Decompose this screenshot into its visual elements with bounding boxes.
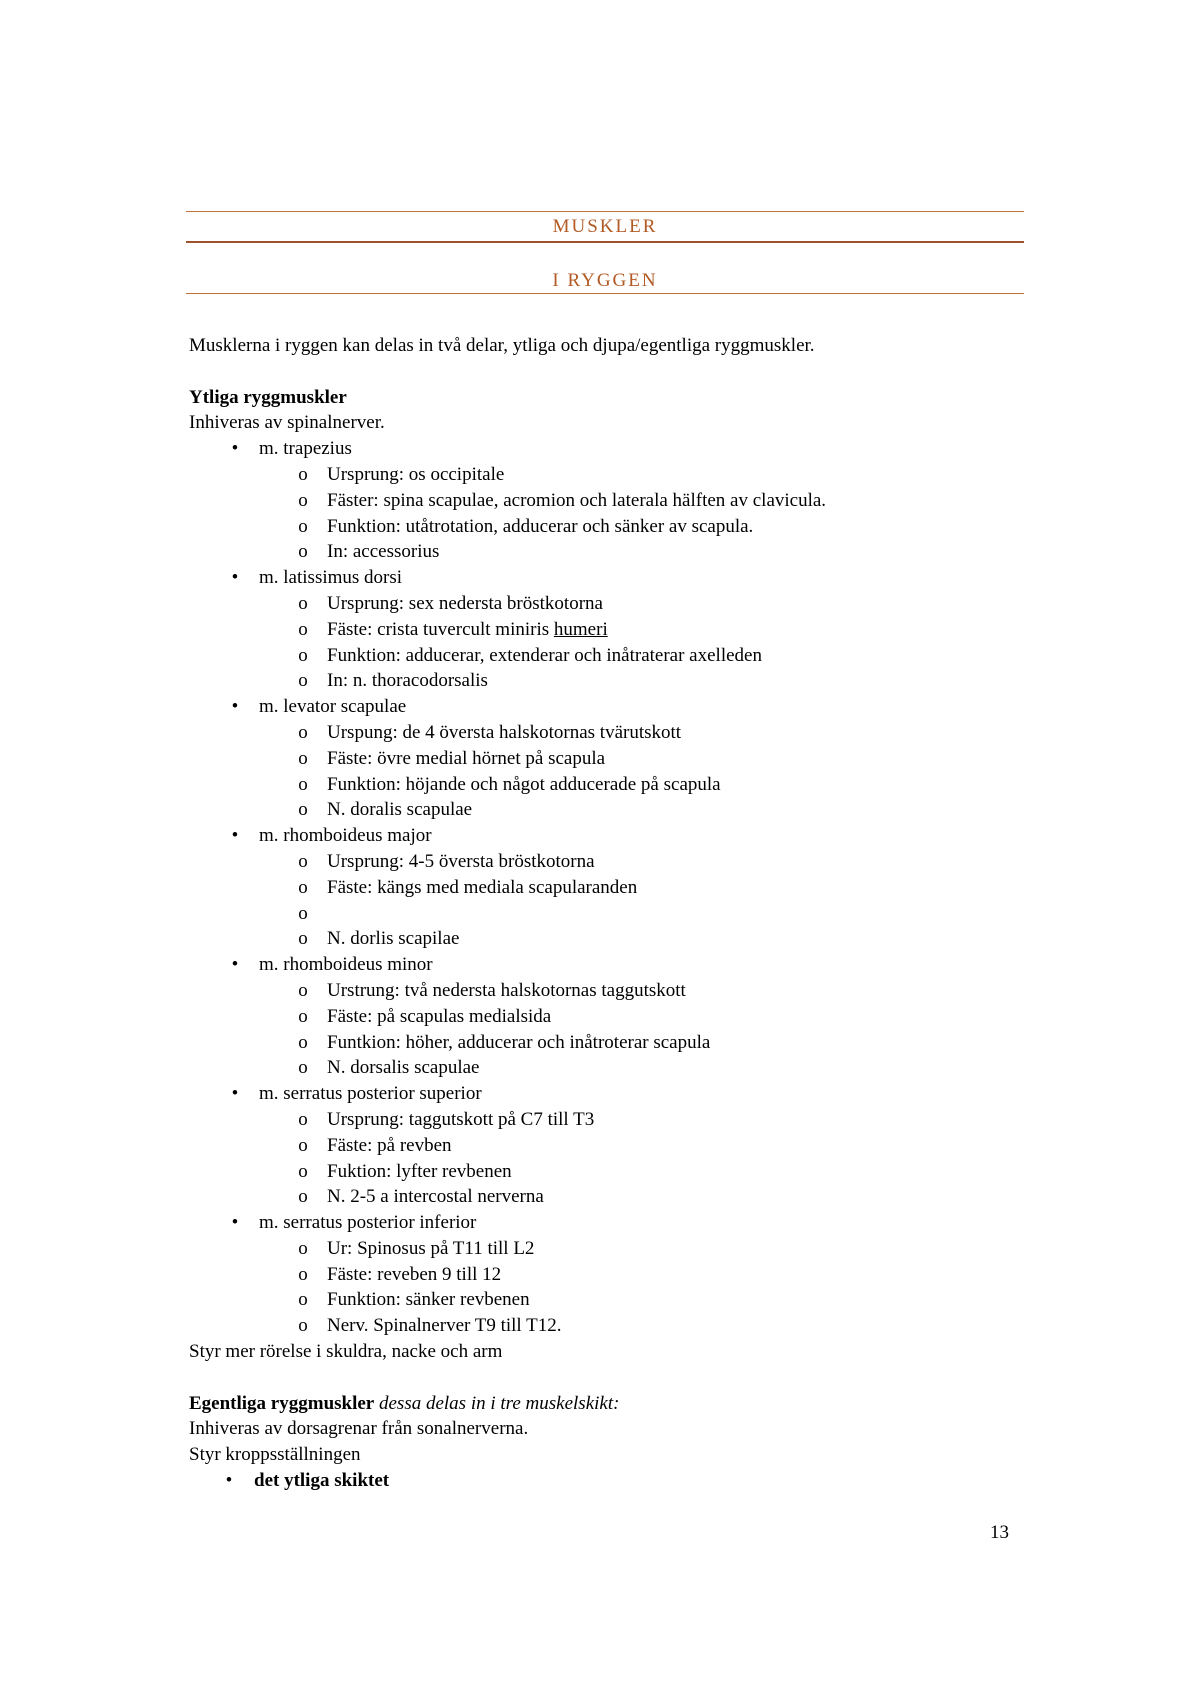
- circle-bullet-icon: o: [298, 979, 308, 1001]
- circle-bullet-icon: o: [298, 489, 308, 511]
- section-heading-ytliga: Ytliga ryggmuskler: [189, 386, 347, 408]
- list-item: [259, 462, 1029, 488]
- muscle-name: m. serratus posterior inferior: [259, 1212, 477, 1234]
- egentliga-heading-note: dessa delas in i tre muskelskikt:: [379, 1392, 620, 1414]
- circle-bullet-icon: o: [298, 1237, 308, 1259]
- muscle-name: m. rhomboideus major: [259, 825, 432, 847]
- muscle-name: m. latissimus dorsi: [259, 567, 403, 589]
- circle-bullet-icon: o: [298, 876, 308, 898]
- muscle-name: m. rhomboideus minor: [259, 954, 433, 976]
- muscle-name: m. serratus posterior superior: [259, 1083, 482, 1105]
- detail-text: N. dorsalis scapulae: [327, 1057, 480, 1079]
- list-item: [259, 1030, 1029, 1056]
- list-item: [259, 1055, 1029, 1081]
- muscle-list: [189, 436, 1029, 1339]
- muscle-details: [259, 591, 1029, 694]
- list-item: [259, 1133, 1029, 1159]
- bullet-icon: •: [231, 438, 239, 460]
- detail-text: Fäster: spina scapulae, acromion och laterala hälften av clavicula.: [327, 489, 827, 511]
- circle-bullet-icon: o: [298, 515, 308, 537]
- layer-list: [189, 1468, 1029, 1494]
- muscle-item: [189, 1210, 1029, 1339]
- muscle-item: [189, 565, 1029, 694]
- list-item: [259, 978, 1029, 1004]
- detail-text: Funktion: utåtrotation, adducerar och sänker av scapula.: [327, 515, 754, 537]
- circle-bullet-icon: o: [298, 850, 308, 872]
- circle-bullet-icon: o: [298, 592, 308, 614]
- list-item: [259, 617, 1029, 643]
- list-item: [259, 926, 1029, 952]
- detail-text: N. 2-5 a intercostal nerverna: [327, 1186, 544, 1208]
- muscle-item: [189, 694, 1029, 823]
- bullet-icon: •: [231, 954, 239, 976]
- bullet-icon: •: [231, 696, 239, 718]
- list-item: [259, 1236, 1029, 1262]
- circle-bullet-icon: o: [298, 618, 308, 640]
- egentliga-function: Styr kroppsställningen: [189, 1444, 361, 1466]
- circle-bullet-icon: o: [298, 1289, 308, 1311]
- list-item: [259, 849, 1029, 875]
- detail-text: Ursprung: 4-5 översta bröstkotorna: [327, 850, 595, 872]
- detail-text: Urspung: de 4 översta halskotornas tvärutskott: [327, 721, 682, 743]
- detail-text: Ursprung: taggutskott på C7 till T3: [327, 1108, 595, 1130]
- detail-text: Nerv. Spinalnerver T9 till T12.: [327, 1315, 562, 1337]
- muscle-details: [259, 1107, 1029, 1210]
- layer-name: det ytliga skiktet: [254, 1470, 390, 1492]
- bullet-icon: •: [231, 1212, 239, 1234]
- muscle-item: [189, 952, 1029, 1081]
- document-body: [189, 333, 1029, 1494]
- muscle-item: [189, 823, 1029, 952]
- list-item: [259, 797, 1029, 823]
- list-item: [259, 875, 1029, 901]
- detail-text: Ursprung: sex nedersta bröstkotorna: [327, 592, 603, 614]
- detail-text: Fäste: reveben 9 till 12: [327, 1263, 502, 1285]
- circle-bullet-icon: o: [298, 670, 308, 692]
- muscle-item: [189, 436, 1029, 565]
- detail-text: Ur: Spinosus på T11 till L2: [327, 1237, 535, 1259]
- title-middle-rule: [186, 241, 1024, 243]
- detail-text: N. dorlis scapilae: [327, 928, 460, 950]
- detail-text: N. doralis scapulae: [327, 799, 473, 821]
- list-item: [259, 772, 1029, 798]
- circle-bullet-icon: o: [298, 1057, 308, 1079]
- circle-bullet-icon: o: [298, 1186, 308, 1208]
- circle-bullet-icon: o: [298, 1005, 308, 1027]
- circle-bullet-icon: o: [298, 541, 308, 563]
- list-item: [259, 746, 1029, 772]
- title-block: [186, 211, 1024, 294]
- detail-text: Ursprung: os occipitale: [327, 463, 505, 485]
- muscle-details: [259, 720, 1029, 823]
- circle-bullet-icon: o: [298, 1160, 308, 1182]
- detail-text: Fäste: kängs med mediala scapularanden: [327, 876, 638, 898]
- list-item: [259, 901, 1029, 927]
- title-i-ryggen: I RYGGEN: [552, 270, 658, 291]
- bullet-icon: •: [231, 567, 239, 589]
- egentliga-heading-text: Egentliga ryggmuskler: [189, 1392, 375, 1414]
- muscle-item: [189, 1081, 1029, 1210]
- list-item: [259, 514, 1029, 540]
- title-muskler: MUSKLER: [552, 216, 658, 237]
- circle-bullet-icon: o: [298, 644, 308, 666]
- muscle-details: [259, 1236, 1029, 1339]
- ytliga-innervation: Inhiveras av spinalnerver.: [189, 412, 385, 434]
- list-item: [259, 1313, 1029, 1339]
- list-item: [259, 1004, 1029, 1030]
- detail-text: Fäste: på scapulas medialsida: [327, 1005, 552, 1027]
- section-heading-egentliga: [189, 1391, 1029, 1417]
- circle-bullet-icon: o: [298, 1031, 308, 1053]
- circle-bullet-icon: o: [298, 1108, 308, 1130]
- circle-bullet-icon: o: [298, 1134, 308, 1156]
- underlined-word: humeri: [553, 618, 608, 640]
- list-item: [259, 1287, 1029, 1313]
- detail-text: Urstrung: två nedersta halskotornas taggutskott: [327, 979, 686, 1001]
- list-item: [259, 643, 1029, 669]
- list-item: [259, 1184, 1029, 1210]
- list-item: [259, 1107, 1029, 1133]
- intro-paragraph: Musklerna i ryggen kan delas in två delar, ytliga och djupa/egentliga ryggmuskler.: [189, 335, 815, 356]
- list-item: [259, 720, 1029, 746]
- detail-text: Funktion: sänker revbenen: [327, 1289, 530, 1311]
- circle-bullet-icon: o: [298, 463, 308, 485]
- egentliga-innervation: Inhiveras av dorsagrenar från sonalnerverna.: [189, 1418, 529, 1440]
- title-top-rule: [186, 211, 1024, 212]
- circle-bullet-icon: o: [298, 799, 308, 821]
- ytliga-summary: Styr mer rörelse i skuldra, nacke och arm: [189, 1341, 503, 1363]
- detail-text: In: n. thoracodorsalis: [327, 670, 488, 692]
- muscle-name: m. levator scapulae: [259, 696, 407, 718]
- detail-text: Fäste: på revben: [327, 1134, 452, 1156]
- muscle-details: [259, 978, 1029, 1081]
- detail-text: Fäste: crista tuvercult miniris: [327, 618, 554, 640]
- muscle-details: [259, 462, 1029, 565]
- bullet-icon: •: [225, 1470, 233, 1492]
- circle-bullet-icon: o: [298, 721, 308, 743]
- bullet-icon: •: [231, 825, 239, 847]
- list-item: [259, 1262, 1029, 1288]
- list-item: [259, 591, 1029, 617]
- list-item: [259, 1159, 1029, 1185]
- list-item: [259, 539, 1029, 565]
- circle-bullet-icon: o: [298, 747, 308, 769]
- detail-text: In: accessorius: [327, 541, 440, 563]
- circle-bullet-icon: o: [298, 1315, 308, 1337]
- detail-text: Fuktion: lyfter revbenen: [327, 1160, 512, 1182]
- list-item: [189, 1468, 1029, 1494]
- circle-bullet-icon: o: [298, 902, 308, 924]
- muscle-name: m. trapezius: [259, 438, 352, 460]
- circle-bullet-icon: o: [298, 1263, 308, 1285]
- circle-bullet-icon: o: [298, 773, 308, 795]
- muscle-details: [259, 849, 1029, 952]
- bullet-icon: •: [231, 1083, 239, 1105]
- detail-text: Funtkion: höher, adducerar och inåtroterar scapula: [327, 1031, 711, 1053]
- detail-text: Fäste: övre medial hörnet på scapula: [327, 747, 606, 769]
- circle-bullet-icon: o: [298, 928, 308, 950]
- list-item: [259, 488, 1029, 514]
- title-bottom-rule: [186, 293, 1024, 294]
- detail-text: Funktion: höjande och något adducerade på scapula: [327, 773, 721, 795]
- page-number: 13: [990, 1522, 1009, 1543]
- detail-text: Funktion: adducerar, extenderar och inåtraterar axelleden: [327, 644, 762, 666]
- list-item: [259, 668, 1029, 694]
